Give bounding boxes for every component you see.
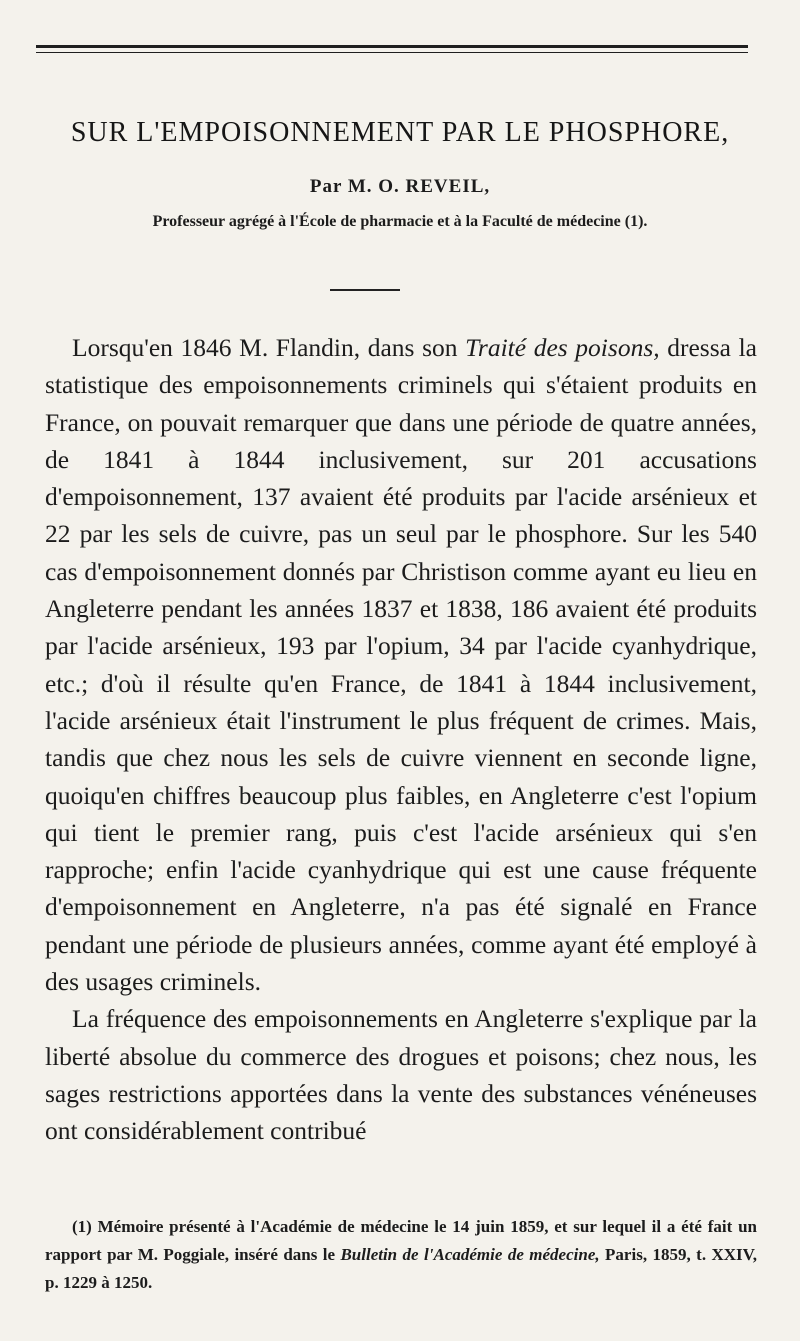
header-rule-thin [36, 52, 748, 53]
article-title: SUR L'EMPOISONNEMENT PAR LE PHOSPHORE, [70, 117, 730, 148]
author-affiliation: Professeur agrégé à l'École de pharmacie et à la Faculté de médecine (1). [152, 213, 648, 230]
footnote-text-start: (1) Mémoire présenté à l'Académie de médecine le 14 juin 1859, et sur lequel il a été fait un rapport par M. Poggiale, inséré dans le [45, 1217, 757, 1264]
paragraph-2: La fréquence des empoisonnements en Angleterre s'explique par la liberté absolue du commerce des drogues et poisons; chez nous, les sages restrictions apportées dans la vente des substances vénéneuses ont considérablement contribué [45, 1004, 757, 1146]
footnote-1 [45, 1213, 757, 1297]
footnote-text-end: Paris, 1859, t. XXIV, p. 1229 à 1250. [45, 1245, 757, 1292]
header-rule [36, 45, 748, 48]
main-text [45, 329, 757, 1150]
cited-work-title: Traité des poisons, [465, 333, 660, 362]
footnote [45, 1213, 757, 1297]
footnote-journal: Bulletin de l'Académie de médecine, [340, 1245, 600, 1264]
paragraph-1-rest: dressa la statistique des empoisonnements criminels qui s'étaient produits en France, on pouvait remarquer que dans une période de quatre années, de 1841 à 1844 inclusivement, sur 201 accusations d'empoisonnement, 137 avaient été produits par l'acide arsénieux et 22 par les sels de cuivre, pas un seul par le phosphore. Sur les 540 cas d'empoisonnement donnés par Christison comme ayant eu lieu en Angleterre pendant les années 1837 et 1838, 186 avaient été produits par l'acide arsénieux, 193 par l'opium, 34 par l'acide cyanhydrique, etc.; d'où il résulte qu'en France, de 1841 à 1844 inclusivement, l'acide arsénieux était l'instrument le plus fréquent de crimes. Mais, tandis que chez nous les sels de cuivre viennent en seconde ligne, quoiqu'en chiffres beaucoup plus faibles, en Angleterre c'est l'opium qui tient le premier rang, puis c'est l'acide arsénieux qui s'en rapproche; enfin l'acide cyanhydrique qui est une cause fréquente d'empoisonnement en Angleterre, n'a pas été signalé en France pendant une période de plusieurs années, comme ayant été employé à des usages criminels. [45, 333, 757, 997]
author-prefix: Par [309, 176, 348, 197]
author-name: M. O. REVEIL, [347, 176, 491, 197]
paragraph-1-start: Lorsqu'en 1846 M. Flandin, dans son [72, 333, 466, 362]
paragraph-1 [45, 329, 757, 1000]
section-separator [330, 289, 400, 291]
author-line [0, 176, 800, 198]
